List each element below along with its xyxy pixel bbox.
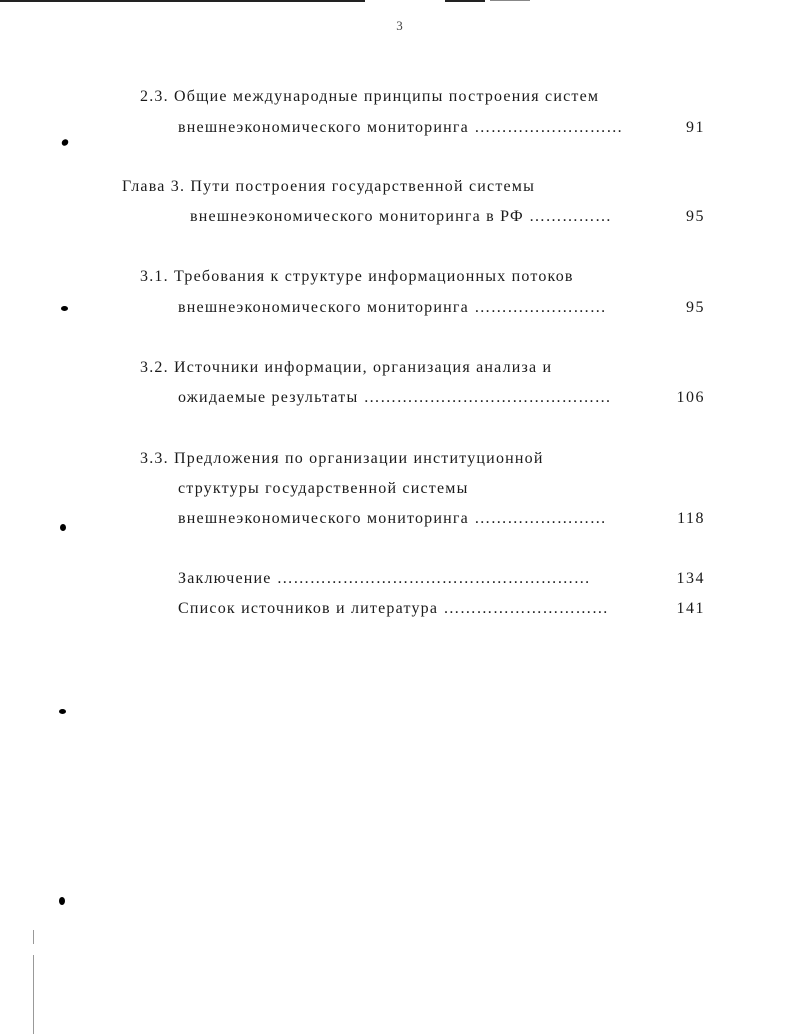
toc-entry-continuation: [178, 478, 469, 500]
toc-entry-title: [178, 568, 590, 590]
toc-page-number: 141: [676, 600, 705, 617]
toc-entry-continuation: [178, 387, 611, 409]
binding-hole-mark: [61, 306, 68, 311]
toc-entry-title: [178, 598, 608, 620]
toc-leader-dots: ……………………: [474, 510, 607, 527]
toc-entry-title-text: внешнеэкономического мониторинга: [178, 119, 469, 136]
scan-edge-line: [33, 955, 34, 1034]
toc-entry-continuation: [178, 508, 606, 530]
binding-hole-mark: [60, 138, 69, 147]
binding-hole-mark: [59, 709, 66, 714]
toc-entry-title-text: 2.3. Общие международные принципы построения систем: [140, 88, 600, 105]
binding-hole-mark: [59, 897, 65, 905]
scan-top-rule: [490, 0, 530, 1]
toc-leader-dots: ……………: [529, 208, 612, 225]
toc-entry-title-text: внешнеэкономического мониторинга: [178, 510, 469, 527]
toc-chapter-title: [122, 176, 535, 198]
toc-leader-dots: …………………………: [443, 600, 609, 617]
toc-entry-title-text: Список источников и литература: [178, 600, 439, 617]
toc-entry-title-text: внешнеэкономического мониторинга в РФ: [190, 208, 524, 225]
toc-entry-title-text: Заключение: [178, 570, 272, 587]
toc-entry-title-text: внешнеэкономического мониторинга: [178, 299, 469, 316]
page-number: 3: [396, 18, 403, 33]
toc-leader-dots: ……………………: [474, 299, 607, 316]
toc-leader-dots: ………………………: [474, 119, 623, 136]
toc-entry-continuation: [190, 206, 612, 228]
toc-leader-dots: …………………………………………………: [276, 570, 591, 587]
binding-hole-mark: [60, 524, 66, 531]
scan-top-rule: [0, 0, 365, 2]
toc-entry-title: [140, 357, 552, 379]
toc-page-number: 95: [686, 299, 705, 316]
toc-page-number: 118: [677, 510, 705, 527]
toc-page-number: 134: [676, 570, 705, 587]
toc-page-number: 106: [676, 389, 705, 406]
toc-entry-title-text: 3.3. Предложения по организации институционной: [140, 450, 544, 467]
toc-entry-title: [140, 86, 599, 108]
toc-page-number: 95: [686, 208, 705, 225]
toc-entry-title-text: 3.2. Источники информации, организация анализа и: [140, 359, 553, 376]
toc-entry-title-text: Глава 3. Пути построения государственной системы: [122, 178, 536, 195]
toc-page-number: 91: [686, 119, 705, 136]
toc-leader-dots: ………………………………………: [363, 389, 612, 406]
toc-entry-title-text: структуры государственной системы: [178, 480, 469, 497]
scan-edge-line: [33, 930, 34, 944]
scan-top-rule: [445, 0, 485, 2]
toc-entry-continuation: [178, 297, 606, 319]
toc-entry-title-text: ожидаемые результаты: [178, 389, 359, 406]
toc-entry-continuation: [178, 117, 623, 139]
toc-entry-title: [140, 266, 574, 288]
toc-entry-title-text: 3.1. Требования к структуре информационных потоков: [140, 268, 574, 285]
toc-entry-title: [140, 448, 544, 470]
